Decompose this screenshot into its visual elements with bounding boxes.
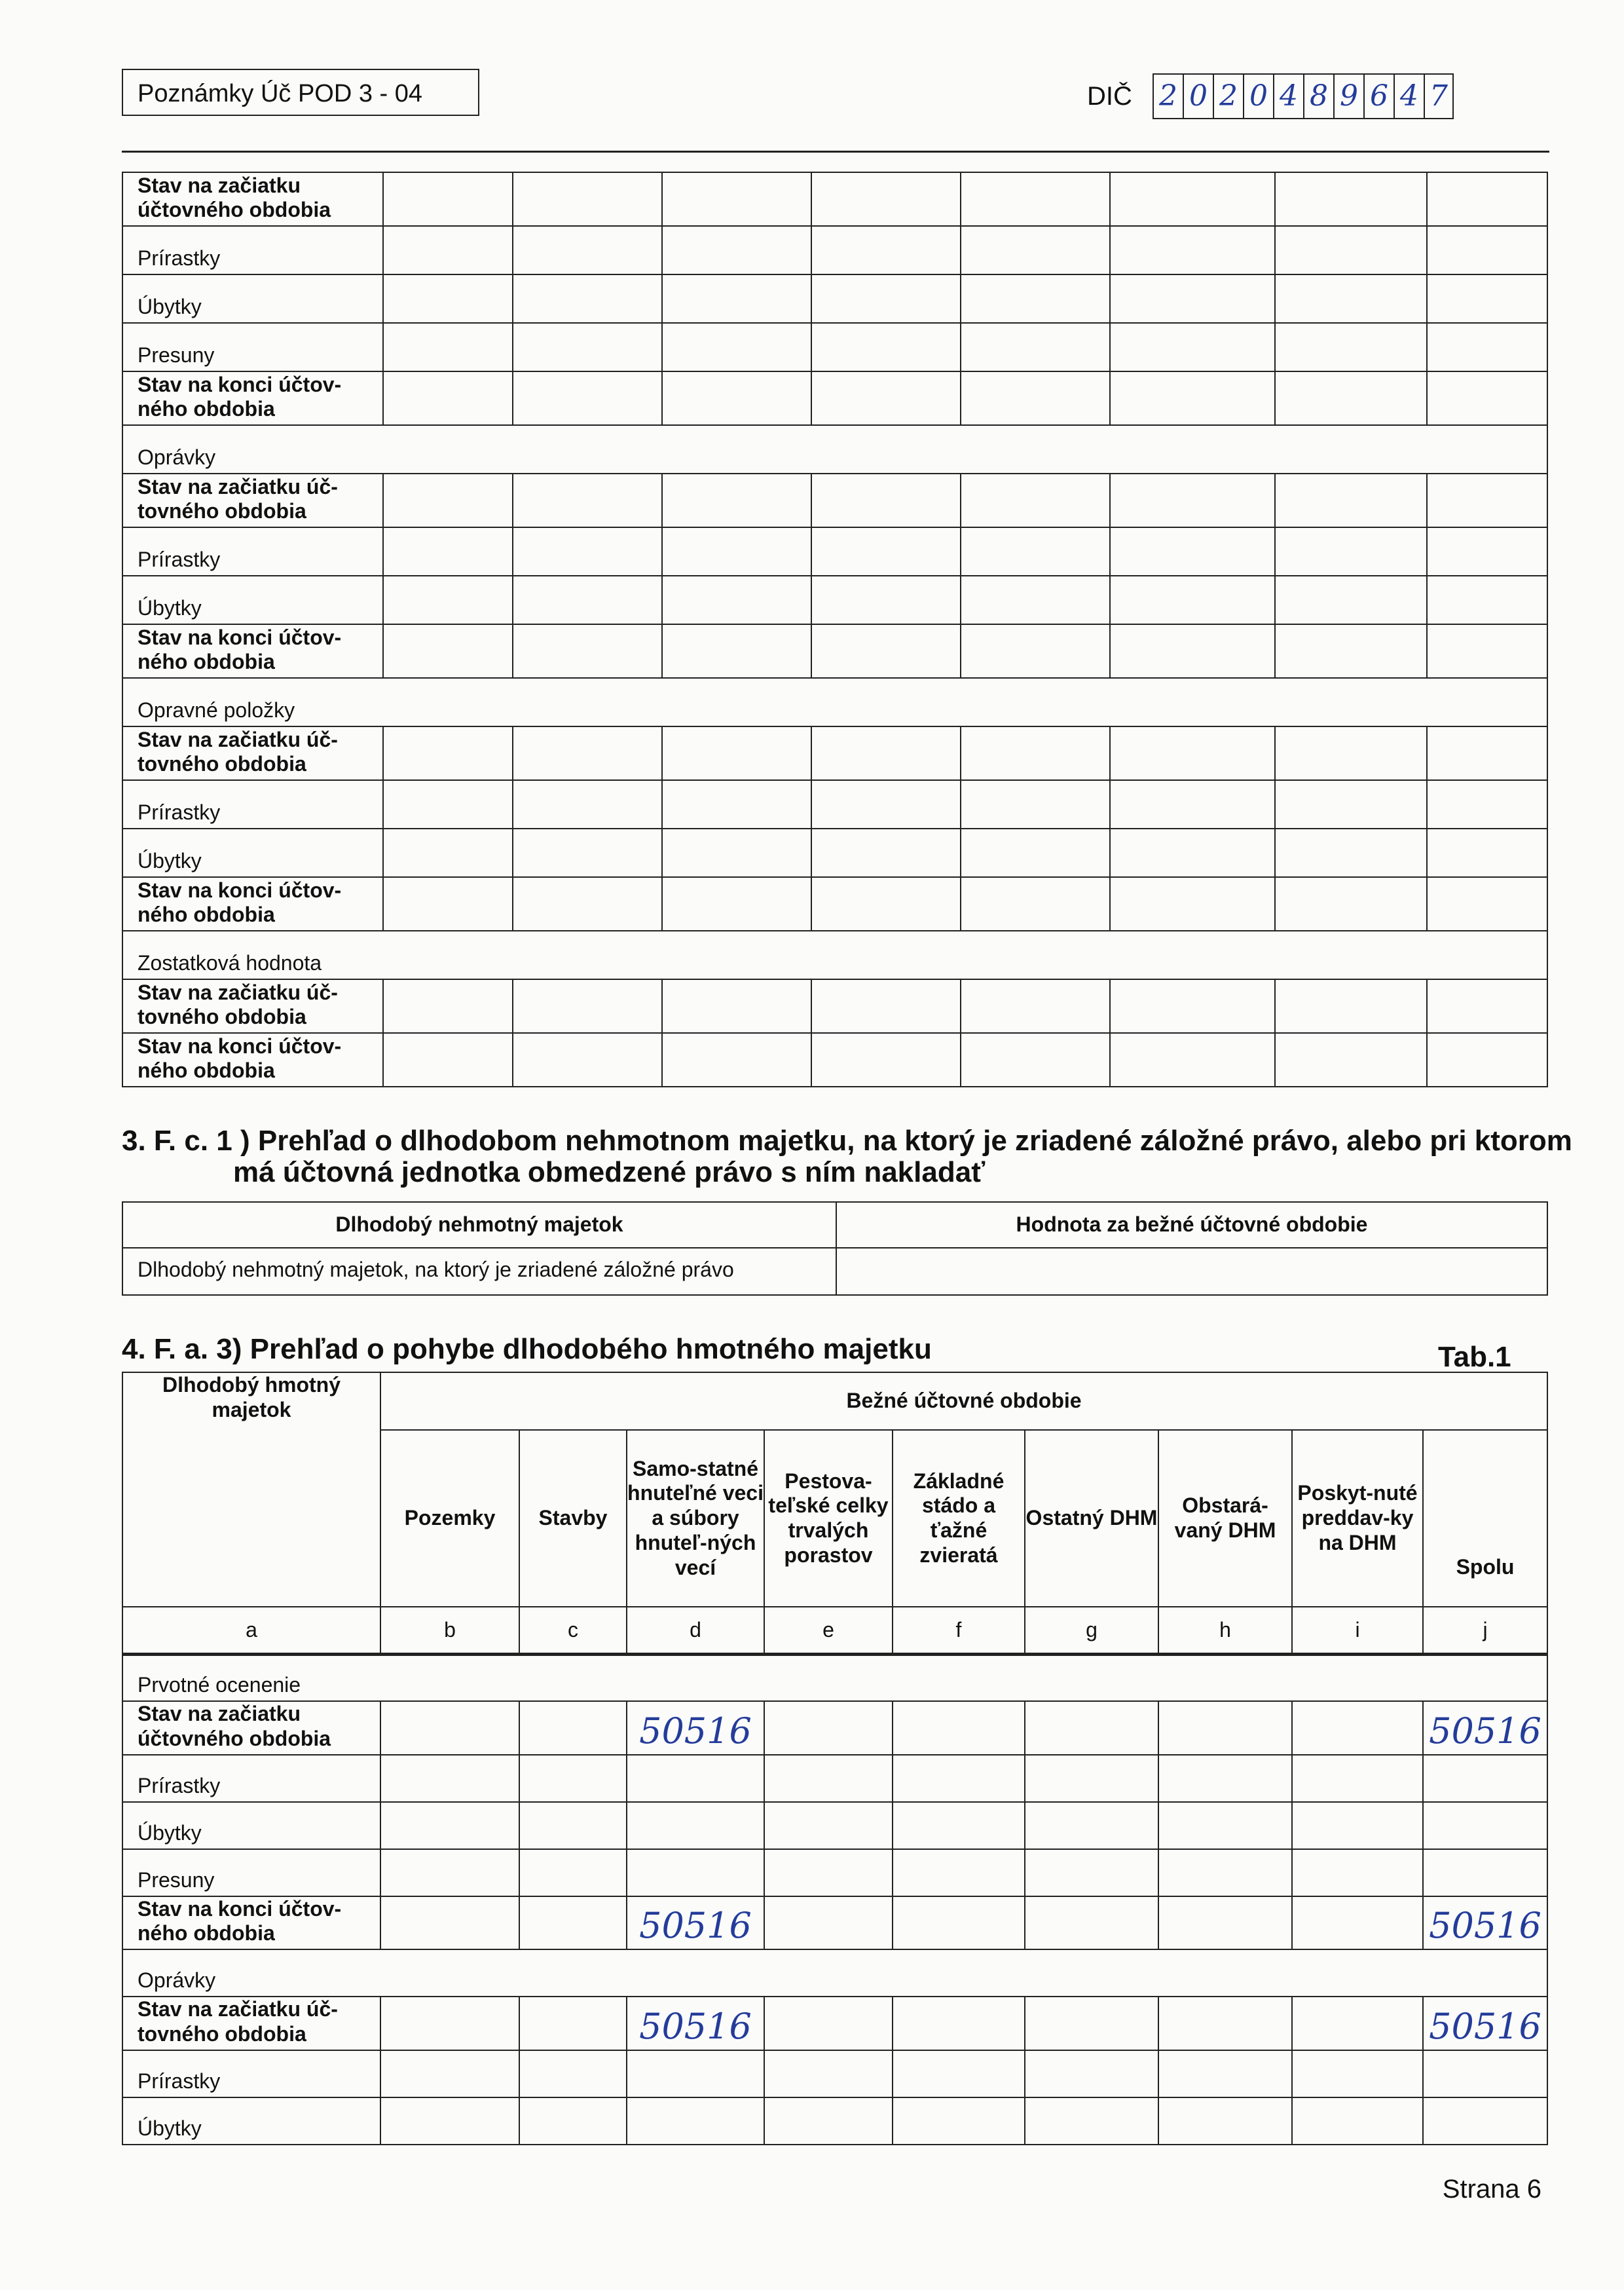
value-cell[interactable]	[961, 474, 1110, 527]
value-cell[interactable]	[961, 576, 1110, 624]
value-cell-d[interactable]	[627, 1802, 764, 1849]
value-cell[interactable]	[1025, 1997, 1158, 2050]
value-cell[interactable]	[961, 172, 1110, 226]
value-cell[interactable]	[662, 576, 811, 624]
col-header-current-value: Hodnota za bežné účtovné obdobie	[836, 1202, 1547, 1248]
value-cell[interactable]	[961, 371, 1110, 425]
row-label: Opravné položky	[122, 678, 383, 726]
col-letter: g	[1025, 1607, 1158, 1654]
row-label: Oprávky	[122, 425, 383, 474]
value-cell[interactable]	[961, 979, 1110, 1033]
value-cell-d[interactable]: 50516	[627, 1701, 764, 1755]
value-cell[interactable]	[1427, 1033, 1547, 1087]
value-cell-d[interactable]: 50516	[627, 1896, 764, 1950]
value-cell[interactable]	[893, 1701, 1025, 1755]
value-cell[interactable]	[380, 2097, 519, 2145]
value-cell[interactable]	[1110, 780, 1275, 829]
value-cell[interactable]	[513, 624, 662, 678]
row-label: Oprávky	[122, 1949, 380, 1997]
dic-digit-box[interactable]: 6	[1363, 73, 1393, 119]
value-cell[interactable]	[380, 2050, 519, 2097]
value-cell[interactable]	[513, 474, 662, 527]
value-cell[interactable]	[811, 780, 961, 829]
header-divider	[122, 151, 1549, 153]
row-label: Zostatková hodnota	[122, 931, 383, 979]
value-cell[interactable]	[1292, 1802, 1423, 1849]
value-cell[interactable]	[764, 1849, 893, 1896]
row-label: Úbytky	[122, 2097, 380, 2145]
page-number: Strana 6	[1442, 2175, 1541, 2204]
value-cell[interactable]	[1275, 371, 1427, 425]
value-cell-spolu[interactable]	[1423, 1849, 1547, 1896]
value-cell[interactable]	[513, 371, 662, 425]
value-cell[interactable]	[961, 877, 1110, 931]
value-cell[interactable]	[961, 527, 1110, 576]
value-cell[interactable]	[662, 780, 811, 829]
value-cell[interactable]	[513, 979, 662, 1033]
value-cell[interactable]	[513, 576, 662, 624]
value-cell[interactable]	[519, 1849, 627, 1896]
value-cell[interactable]	[380, 1896, 519, 1950]
value-cell[interactable]	[383, 527, 513, 576]
value-cell[interactable]	[513, 877, 662, 931]
value-cell[interactable]	[1427, 624, 1547, 678]
col-header-current-period: Bežné účtovné obdobie	[380, 1372, 1547, 1430]
value-cell[interactable]	[662, 877, 811, 931]
value-cell[interactable]	[1427, 226, 1547, 274]
row-label: Stav na začiatku úč-tovného obdobia	[122, 474, 383, 527]
col-header: Pozemky	[380, 1430, 519, 1607]
value-cell[interactable]	[961, 624, 1110, 678]
value-cell[interactable]	[383, 323, 513, 371]
value-cell[interactable]	[662, 829, 811, 877]
value-cell[interactable]	[764, 1701, 893, 1755]
section3-title-line1: 3. F. c. 1 ) Prehľad o dlhodobom nehmotnom majetku, na ktorý je zriadené záložné právo, alebo pri ktorom	[122, 1125, 1572, 1157]
pledged-value-input[interactable]	[836, 1248, 1547, 1295]
value-cell[interactable]	[1158, 1896, 1292, 1950]
value-cell[interactable]	[1110, 371, 1275, 425]
value-cell[interactable]	[1275, 624, 1427, 678]
value-cell[interactable]	[1275, 323, 1427, 371]
value-cell[interactable]	[662, 527, 811, 576]
value-cell[interactable]	[513, 172, 662, 226]
value-cell-spolu[interactable]: 50516	[1423, 1896, 1547, 1950]
value-cell[interactable]	[893, 1755, 1025, 1802]
value-cell[interactable]	[1427, 323, 1547, 371]
value-cell[interactable]	[1275, 979, 1427, 1033]
value-cell[interactable]	[961, 780, 1110, 829]
section4-title: 4. F. a. 3) Prehľad o pohybe dlhodobého hmotného majetku	[122, 1333, 932, 1365]
row-label: Prvotné ocenenie	[122, 1654, 380, 1701]
value-cell[interactable]	[1427, 829, 1547, 877]
row-label: Stav na konci účtov-ného obdobia	[122, 1896, 380, 1950]
col-header: Samo-statné hnuteľné veci a súbory hnuteľ-ných vecí	[627, 1430, 764, 1607]
col-header: Obstará-vaný DHM	[1158, 1430, 1292, 1607]
value-cell[interactable]	[764, 1997, 893, 2050]
row-label: Prírastky	[122, 527, 383, 576]
value-cell[interactable]	[519, 1997, 627, 2050]
value-cell[interactable]	[513, 726, 662, 780]
dic-digit-box[interactable]: 2	[1213, 73, 1243, 119]
value-cell[interactable]	[1110, 527, 1275, 576]
value-cell-spolu[interactable]	[1423, 1802, 1547, 1849]
section-row-spacer	[383, 678, 1547, 726]
value-cell[interactable]	[764, 2097, 893, 2145]
col-header: Stavby	[519, 1430, 627, 1607]
col-header: Základné stádo a ťažné zvieratá	[893, 1430, 1025, 1607]
value-cell[interactable]	[1292, 2050, 1423, 2097]
value-cell[interactable]	[1275, 1033, 1427, 1087]
value-cell[interactable]	[1292, 1755, 1423, 1802]
value-cell[interactable]	[811, 576, 961, 624]
value-cell[interactable]	[380, 1849, 519, 1896]
row-label: Stav na začiatku účtovného obdobia	[122, 1701, 380, 1755]
value-cell[interactable]	[1110, 226, 1275, 274]
value-cell[interactable]	[383, 829, 513, 877]
value-cell[interactable]	[811, 624, 961, 678]
value-cell-d[interactable]	[627, 2050, 764, 2097]
value-cell[interactable]	[383, 371, 513, 425]
value-cell[interactable]	[961, 726, 1110, 780]
value-cell[interactable]	[513, 323, 662, 371]
col-header: Poskyt-nuté preddav-ky na DHM	[1292, 1430, 1423, 1607]
col-letter: f	[893, 1607, 1025, 1654]
value-cell[interactable]	[383, 726, 513, 780]
value-cell[interactable]	[383, 780, 513, 829]
value-cell[interactable]	[513, 829, 662, 877]
value-cell[interactable]	[893, 1802, 1025, 1849]
value-cell[interactable]	[1275, 726, 1427, 780]
value-cell[interactable]	[893, 1849, 1025, 1896]
value-cell[interactable]	[383, 576, 513, 624]
value-cell[interactable]	[519, 1755, 627, 1802]
value-cell-spolu[interactable]: 50516	[1423, 1701, 1547, 1755]
value-cell[interactable]	[662, 323, 811, 371]
value-cell[interactable]	[662, 371, 811, 425]
value-cell[interactable]	[380, 1701, 519, 1755]
value-cell[interactable]	[1025, 1802, 1158, 1849]
value-cell[interactable]	[662, 979, 811, 1033]
dic-digit-box[interactable]: 7	[1424, 73, 1454, 119]
value-cell[interactable]	[1275, 527, 1427, 576]
value-cell[interactable]	[1275, 274, 1427, 323]
value-cell[interactable]	[893, 2097, 1025, 2145]
value-cell[interactable]	[513, 780, 662, 829]
value-cell[interactable]	[811, 829, 961, 877]
value-cell[interactable]	[380, 1802, 519, 1849]
value-cell[interactable]	[1025, 1701, 1158, 1755]
section-row-spacer	[380, 1949, 1547, 1997]
value-cell[interactable]	[383, 1033, 513, 1087]
value-cell[interactable]	[1110, 1033, 1275, 1087]
value-cell[interactable]	[1025, 1896, 1158, 1950]
value-cell-d[interactable]	[627, 1849, 764, 1896]
value-cell[interactable]	[1427, 274, 1547, 323]
value-cell[interactable]	[662, 474, 811, 527]
value-cell[interactable]	[961, 274, 1110, 323]
row-label: Stav na konci účtov-ného obdobia	[122, 624, 383, 678]
value-cell[interactable]	[1110, 576, 1275, 624]
value-cell[interactable]	[1025, 2050, 1158, 2097]
value-cell[interactable]	[513, 226, 662, 274]
row-label: Presuny	[122, 323, 383, 371]
value-cell[interactable]	[1275, 172, 1427, 226]
value-cell[interactable]	[961, 323, 1110, 371]
value-cell[interactable]	[1427, 371, 1547, 425]
value-cell[interactable]	[513, 527, 662, 576]
value-cell[interactable]	[764, 1896, 893, 1950]
value-cell[interactable]	[383, 624, 513, 678]
dic-field[interactable]	[1153, 73, 1454, 119]
value-cell[interactable]	[1427, 576, 1547, 624]
row-label: Prírastky	[122, 2050, 380, 2097]
value-cell[interactable]	[764, 2050, 893, 2097]
value-cell[interactable]	[383, 226, 513, 274]
col-letter: b	[380, 1607, 519, 1654]
value-cell[interactable]	[383, 172, 513, 226]
value-cell[interactable]	[1427, 474, 1547, 527]
col-header-intangible: Dlhodobý nehmotný majetok	[122, 1202, 836, 1248]
row-label-pledged: Dlhodobý nehmotný majetok, na ktorý je zriadené záložné právo	[122, 1248, 836, 1295]
value-cell[interactable]	[1275, 829, 1427, 877]
row-label: Stav na začiatku úč-tovného obdobia	[122, 1997, 380, 2050]
value-cell[interactable]	[893, 1896, 1025, 1950]
value-cell[interactable]	[1025, 1755, 1158, 1802]
row-label: Stav na začiatku účtovného obdobia	[122, 172, 383, 226]
value-cell[interactable]	[519, 1802, 627, 1849]
assets-movement-table-upper	[122, 172, 1548, 1087]
value-cell[interactable]	[662, 274, 811, 323]
value-cell[interactable]	[1158, 1997, 1292, 2050]
value-cell[interactable]	[1158, 2050, 1292, 2097]
value-cell[interactable]	[380, 1997, 519, 2050]
value-cell[interactable]	[383, 274, 513, 323]
value-cell[interactable]	[383, 877, 513, 931]
pledged-intangible-table	[122, 1201, 1548, 1296]
value-cell-spolu[interactable]	[1423, 2050, 1547, 2097]
dic-digit-box[interactable]: 2	[1153, 73, 1183, 119]
value-cell[interactable]	[519, 1896, 627, 1950]
value-cell[interactable]	[811, 877, 961, 931]
dic-digit-box[interactable]: 4	[1393, 73, 1424, 119]
value-cell[interactable]	[893, 1997, 1025, 2050]
value-cell[interactable]	[519, 2050, 627, 2097]
col-letter: a	[122, 1607, 380, 1654]
value-cell[interactable]	[811, 474, 961, 527]
col-header: Pestova-teľské celky trvalých porastov	[764, 1430, 893, 1607]
col-letter: e	[764, 1607, 893, 1654]
row-label: Úbytky	[122, 829, 383, 877]
value-cell[interactable]	[1292, 1701, 1423, 1755]
value-cell[interactable]	[1292, 2097, 1423, 2145]
value-cell[interactable]	[662, 624, 811, 678]
value-cell[interactable]	[961, 1033, 1110, 1087]
value-cell[interactable]	[380, 1755, 519, 1802]
row-label: Stav na začiatku úč-tovného obdobia	[122, 979, 383, 1033]
value-cell[interactable]	[811, 172, 961, 226]
row-label: Stav na začiatku úč-tovného obdobia	[122, 726, 383, 780]
section-row-spacer	[383, 425, 1547, 474]
value-cell[interactable]	[1110, 829, 1275, 877]
col-letter: c	[519, 1607, 627, 1654]
row-label: Stav na konci účtov-ného obdobia	[122, 371, 383, 425]
dic-digit-box[interactable]: 4	[1273, 73, 1303, 119]
row-label: Prírastky	[122, 1755, 380, 1802]
value-cell-spolu[interactable]	[1423, 1755, 1547, 1802]
value-cell[interactable]	[811, 1033, 961, 1087]
value-cell[interactable]	[1158, 2097, 1292, 2145]
col-letter: j	[1423, 1607, 1547, 1654]
row-label: Úbytky	[122, 1802, 380, 1849]
dic-label: DIČ	[1087, 82, 1132, 111]
value-cell[interactable]	[1110, 726, 1275, 780]
value-cell[interactable]	[513, 1033, 662, 1087]
value-cell[interactable]	[1275, 474, 1427, 527]
value-cell-d[interactable]	[627, 2097, 764, 2145]
tab-label: Tab.1	[1438, 1341, 1511, 1373]
value-cell[interactable]	[1275, 877, 1427, 931]
tangible-assets-movement-table	[122, 1372, 1548, 2145]
value-cell-spolu[interactable]: 50516	[1423, 1997, 1547, 2050]
row-label: Stav na konci účtov-ného obdobia	[122, 1033, 383, 1087]
section3-title	[122, 1125, 1572, 1189]
value-cell-d[interactable]: 50516	[627, 1997, 764, 2050]
value-cell[interactable]	[811, 371, 961, 425]
value-cell[interactable]	[893, 2050, 1025, 2097]
section3-title-line2: má účtovná jednotka obmedzené právo s ním nakladať	[233, 1156, 986, 1189]
value-cell[interactable]	[662, 172, 811, 226]
value-cell[interactable]	[961, 226, 1110, 274]
value-cell[interactable]	[662, 226, 811, 274]
dic-digit-box[interactable]: 8	[1303, 73, 1333, 119]
dic-digit-box[interactable]: 0	[1183, 73, 1213, 119]
value-cell[interactable]	[1292, 1849, 1423, 1896]
form-label: Poznámky Úč POD 3 - 04	[122, 69, 479, 116]
value-cell[interactable]	[1427, 172, 1547, 226]
value-cell[interactable]	[1110, 877, 1275, 931]
value-cell[interactable]	[383, 474, 513, 527]
value-cell[interactable]	[811, 527, 961, 576]
row-label: Prírastky	[122, 780, 383, 829]
row-label: Úbytky	[122, 576, 383, 624]
col-letter: h	[1158, 1607, 1292, 1654]
col-letter: d	[627, 1607, 764, 1654]
value-cell-d[interactable]	[627, 1755, 764, 1802]
value-cell[interactable]	[513, 274, 662, 323]
value-cell[interactable]	[1110, 274, 1275, 323]
value-cell[interactable]	[1158, 1755, 1292, 1802]
value-cell[interactable]	[1427, 979, 1547, 1033]
value-cell[interactable]	[519, 2097, 627, 2145]
row-label: Presuny	[122, 1849, 380, 1896]
value-cell[interactable]	[1427, 527, 1547, 576]
value-cell[interactable]	[1427, 780, 1547, 829]
row-label: Prírastky	[122, 226, 383, 274]
value-cell[interactable]	[662, 726, 811, 780]
value-cell[interactable]	[811, 323, 961, 371]
value-cell[interactable]	[1110, 172, 1275, 226]
col-header-asset: Dlhodobý hmotný majetok	[122, 1372, 380, 1607]
row-label: Úbytky	[122, 274, 383, 323]
value-cell[interactable]	[1292, 1997, 1423, 2050]
value-cell[interactable]	[1110, 323, 1275, 371]
value-cell[interactable]	[1158, 1701, 1292, 1755]
value-cell[interactable]	[811, 274, 961, 323]
value-cell[interactable]	[1292, 1896, 1423, 1950]
col-header: Spolu	[1423, 1430, 1547, 1607]
section-row-spacer	[383, 931, 1547, 979]
section-row-spacer	[380, 1654, 1547, 1701]
value-cell[interactable]	[764, 1802, 893, 1849]
value-cell[interactable]	[1275, 576, 1427, 624]
value-cell[interactable]	[811, 726, 961, 780]
value-cell[interactable]	[1427, 726, 1547, 780]
value-cell[interactable]	[811, 979, 961, 1033]
dic-digit-box[interactable]: 9	[1333, 73, 1363, 119]
value-cell[interactable]	[961, 829, 1110, 877]
value-cell[interactable]	[1110, 624, 1275, 678]
value-cell[interactable]	[811, 226, 961, 274]
dic-digit-box[interactable]: 0	[1243, 73, 1273, 119]
value-cell[interactable]	[764, 1755, 893, 1802]
value-cell[interactable]	[1275, 226, 1427, 274]
value-cell[interactable]	[1025, 2097, 1158, 2145]
value-cell-spolu[interactable]	[1423, 2097, 1547, 2145]
value-cell[interactable]	[1110, 979, 1275, 1033]
value-cell[interactable]	[1158, 1849, 1292, 1896]
value-cell[interactable]	[1025, 1849, 1158, 1896]
value-cell[interactable]	[1275, 780, 1427, 829]
value-cell[interactable]	[1427, 877, 1547, 931]
value-cell[interactable]	[662, 1033, 811, 1087]
value-cell[interactable]	[1158, 1802, 1292, 1849]
row-label: Stav na konci účtov-ného obdobia	[122, 877, 383, 931]
col-header: Ostatný DHM	[1025, 1430, 1158, 1607]
value-cell[interactable]	[1110, 474, 1275, 527]
value-cell[interactable]	[519, 1701, 627, 1755]
col-letter: i	[1292, 1607, 1423, 1654]
value-cell[interactable]	[383, 979, 513, 1033]
